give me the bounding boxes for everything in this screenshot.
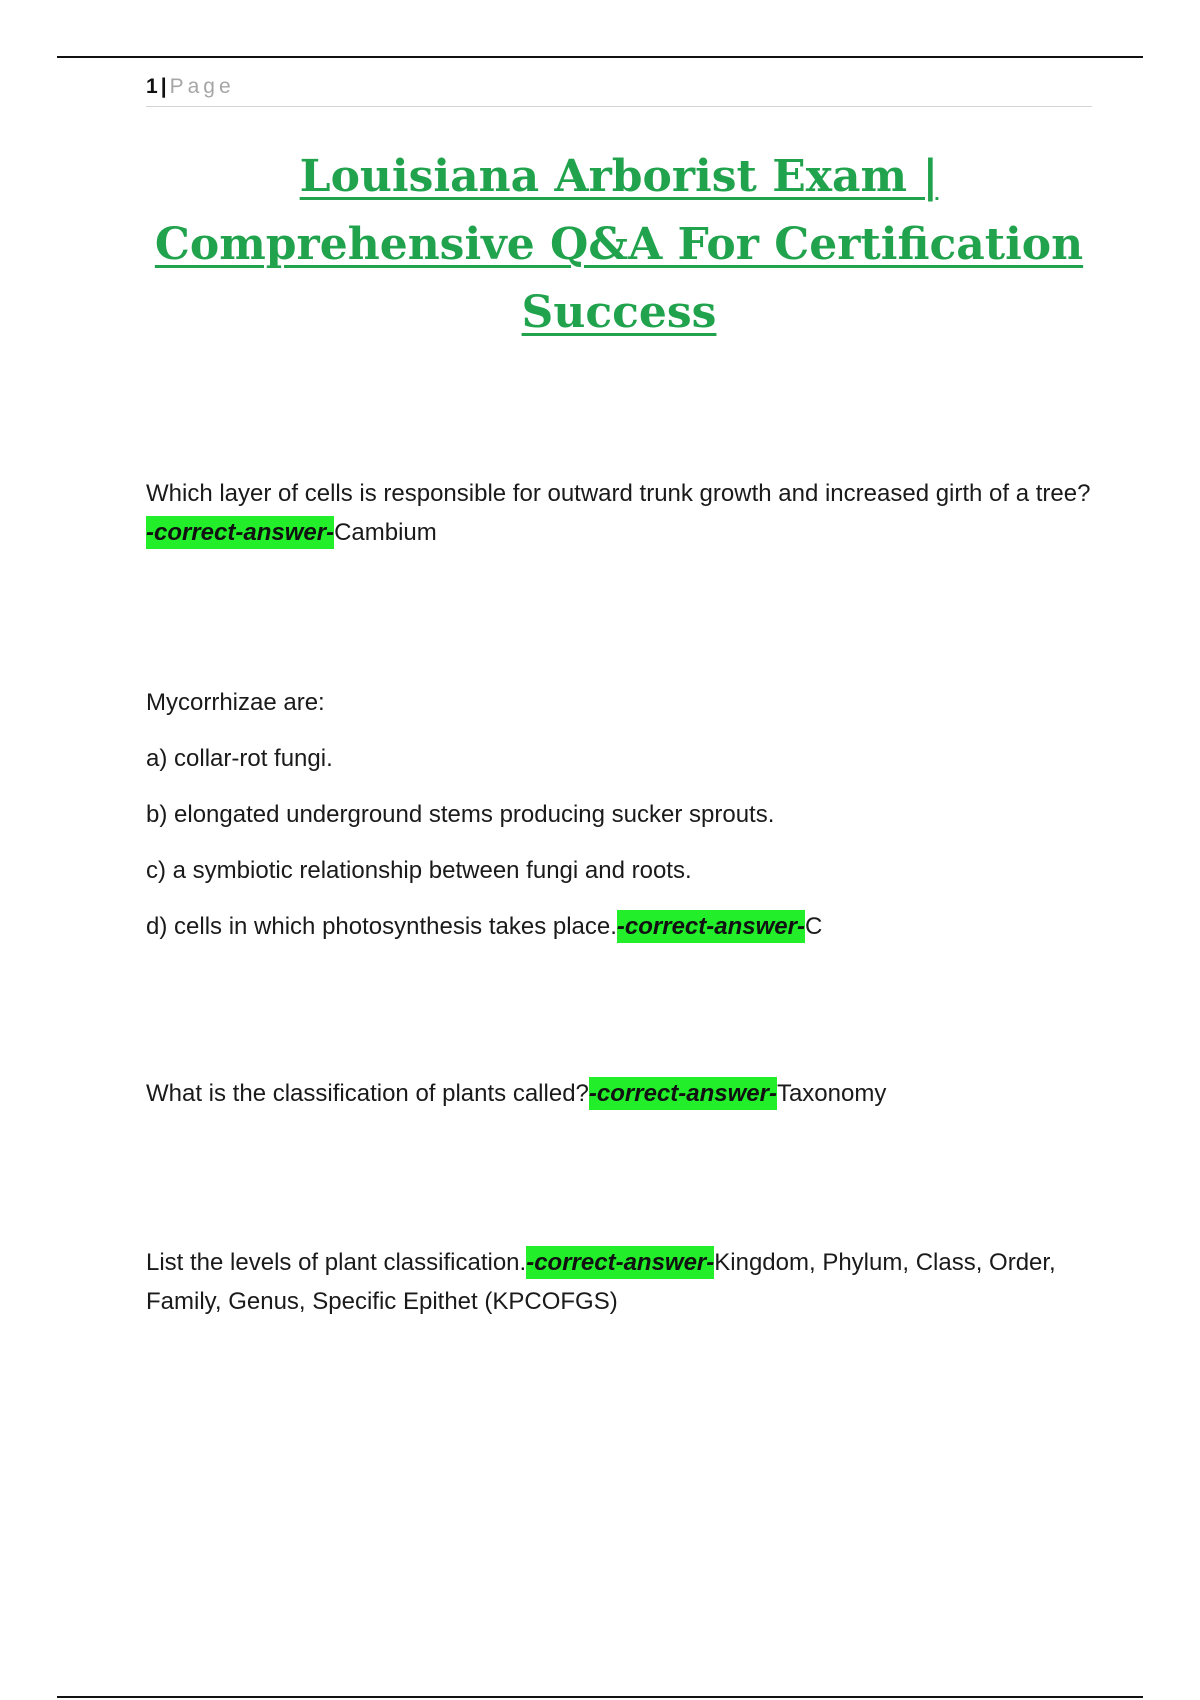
question-text: [146, 474, 1092, 552]
question-text: [146, 1074, 1092, 1113]
page-top-rule: [57, 56, 1143, 58]
page-number: 1: [146, 75, 158, 98]
option-d: d) cells in which photosynthesis takes place.: [146, 913, 617, 940]
page-bottom-rule: [57, 1696, 1143, 1698]
answer-text: Taxonomy: [776, 1080, 887, 1107]
question-block-3: [146, 1074, 1092, 1113]
page-separator: |: [160, 75, 167, 98]
question-text: [146, 1243, 1092, 1321]
document-title: [146, 143, 1092, 347]
option-d-with-answer: [146, 907, 1092, 946]
question-prompt: What is the classification of plants called?: [146, 1080, 589, 1107]
page-header: [146, 74, 1092, 107]
correct-answer-marker: -correct-answer-: [526, 1246, 714, 1279]
correct-answer-marker: -correct-answer-: [146, 516, 334, 549]
question-block-1: [146, 474, 1092, 552]
title-line-2: Comprehensive Q&A For Certification: [154, 219, 1084, 270]
option-a: a) collar-rot fungi.: [146, 745, 333, 772]
title-line-3: Success: [521, 287, 717, 338]
option-b: b) elongated underground stems producing sucker sprouts.: [146, 801, 775, 828]
correct-answer-marker: -correct-answer-: [589, 1077, 777, 1110]
question-prompt: Mycorrhizae are:: [146, 689, 325, 716]
question-block-4: [146, 1243, 1092, 1321]
question-block-2: [146, 683, 1092, 963]
answer-text: Cambium: [334, 519, 437, 546]
correct-answer-marker: -correct-answer-: [617, 910, 805, 943]
page-label: Page: [169, 75, 235, 98]
answer-text: C: [804, 913, 823, 940]
answer-text: Kingdom, Phylum, Class, Order, Family, Genus, Specific Epithet (KPCOFGS): [146, 1249, 1056, 1315]
title-line-1: Louisiana Arborist Exam |: [299, 151, 939, 202]
option-c: c) a symbiotic relationship between fungi and roots.: [146, 857, 692, 884]
question-prompt: Which layer of cells is responsible for outward trunk growth and increased girth of a tree?: [146, 480, 1091, 507]
question-prompt: List the levels of plant classification.: [146, 1249, 527, 1276]
